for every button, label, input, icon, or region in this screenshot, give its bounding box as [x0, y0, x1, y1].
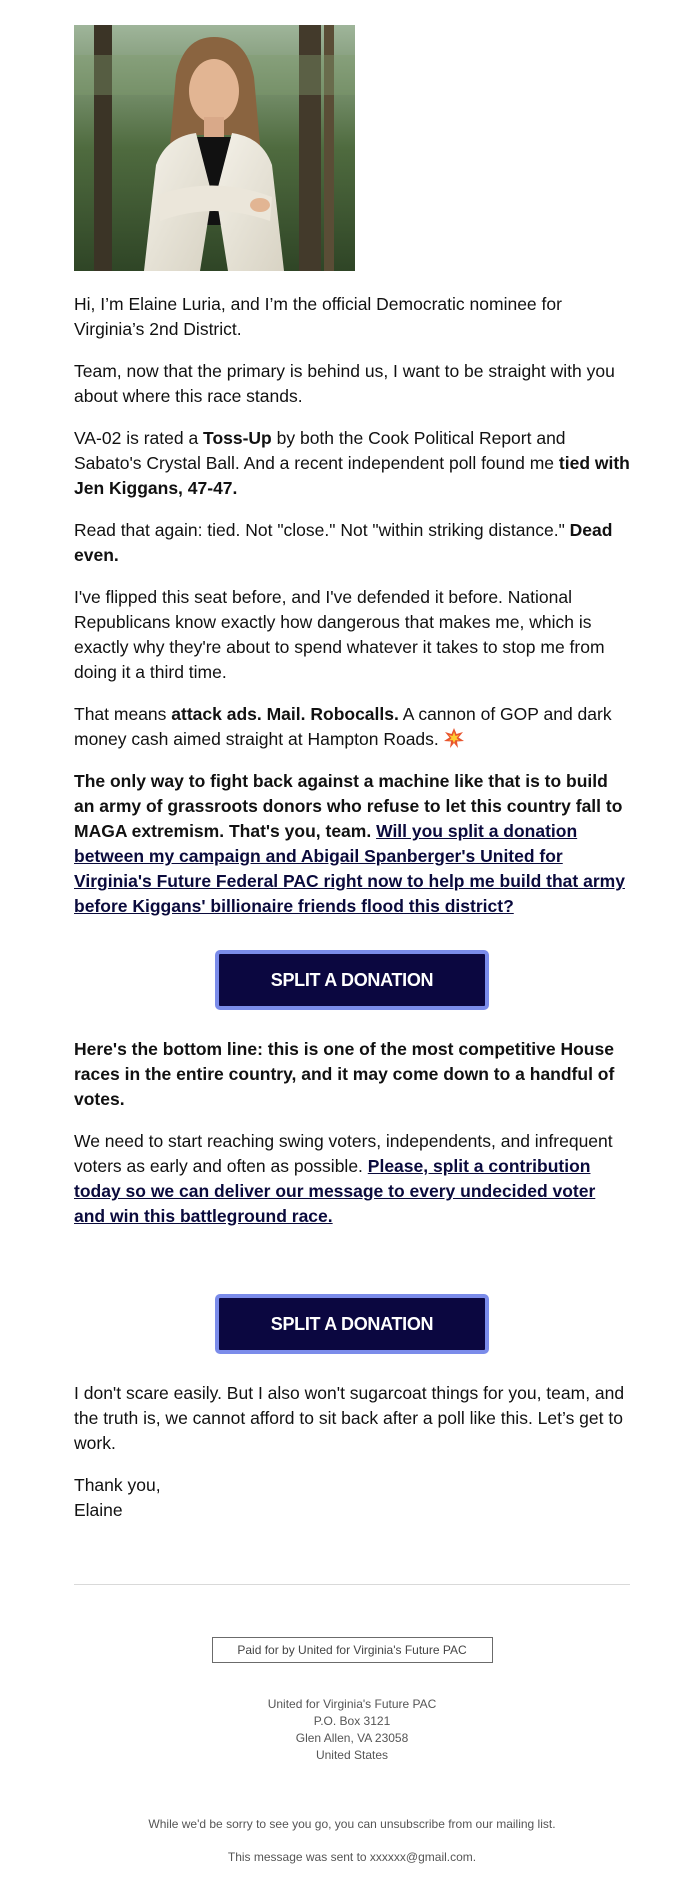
signoff	[74, 1473, 630, 1523]
email-body	[74, 25, 630, 1864]
paid-for-disclaimer	[74, 1637, 630, 1663]
address-city: Glen Allen, VA 23058	[295, 1731, 409, 1745]
poll-result-text: tied with Jen Kiggans, 47-47.	[74, 453, 630, 498]
bottom-line-paragraph: Here's the bottom line: this is one of the most competitive House races in the entire country, and it may come down to a handful of votes.	[74, 1039, 615, 1109]
primary-paragraph: Team, now that the primary is behind us, I want to be straight with you about where this race stands.	[74, 361, 615, 406]
unsubscribe-link[interactable]: unsubscribe from our mailing list	[380, 1817, 553, 1831]
signoff-thanks: Thank you,	[74, 1475, 161, 1495]
candidate-photo	[74, 25, 355, 271]
tied-paragraph: Read that again: tied. Not "close." Not "within striking distance." Dead even.	[74, 520, 613, 565]
address-country: United States	[315, 1748, 389, 1762]
address-po-box: P.O. Box 3121	[313, 1714, 391, 1728]
candidate-photo-image	[74, 25, 355, 271]
toss-up-text: Toss-Up	[203, 428, 272, 448]
sent-to-line: This message was sent to xxxxxx@gmail.com.	[227, 1850, 477, 1864]
split-contribution-link[interactable]: Please, split a contribution today so we can deliver our message to every undecided voter and win this battleground race.	[74, 1156, 596, 1226]
swing-voters-paragraph: We need to start reaching swing voters, independents, and infrequent voters as early and often as possible. Please, split a contribution today so we can deliver our message to every undecided voter and win this battleground race.	[74, 1131, 613, 1226]
attack-ads-paragraph: That means attack ads. Mail. Robocalls. A cannon of GOP and dark money cash aimed straight at Hampton Roads.	[74, 704, 612, 749]
signoff-name: Elaine	[74, 1500, 123, 1520]
closing-paragraph: I don't scare easily. But I also won't sugarcoat things for you, team, and the truth is, we cannot afford to sit back after a poll like this. Let’s get to work.	[74, 1383, 625, 1453]
rating-paragraph: VA-02 is rated a Toss-Up by both the Cook Political Report and Sabato's Crystal Ball. And a recent independent poll found me tied with Jen Kiggans, 47-47.	[74, 428, 630, 498]
attack-ads-text: attack ads. Mail. Robocalls.	[171, 704, 399, 724]
button-row-1	[74, 950, 630, 1010]
dead-even-text: Dead even.	[74, 520, 613, 565]
footer-address	[74, 1696, 630, 1764]
collision-emoji-icon	[444, 728, 464, 748]
paid-for-box: Paid for by United for Virginia's Future PAC	[212, 1637, 493, 1663]
army-paragraph: The only way to fight back against a machine like that is to build an army of grassroots donors who refuse to let this country fall to MAGA extremism. That's you, team. Will you split a donation between my campaign and Abigail Spanberger's United for Virginia's Future Federal PAC right now to help me build that army before Kiggans' billionaire friends flood this district?	[74, 771, 625, 916]
flipped-seat-paragraph: I've flipped this seat before, and I've defended it before. National Republicans know exactly how dangerous that makes me, which is exactly why they're about to spend whatever it takes to stop me from doing it a third time.	[74, 587, 605, 682]
split-donation-button-2[interactable]: SPLIT A DONATION	[215, 1294, 489, 1354]
recipient-email-link[interactable]: xxxxxx@gmail.com	[369, 1850, 473, 1864]
split-donation-link[interactable]: Will you split a donation between my campaign and Abigail Spanberger's United for Virginia's Future Federal PAC right now to help me build that army before Kiggans' billionaire friends flood this district?	[74, 821, 625, 916]
address-org: United for Virginia's Future PAC	[267, 1697, 437, 1711]
unsubscribe-line: While we'd be sorry to see you go, you can unsubscribe from our mailing list.	[148, 1817, 556, 1831]
intro-paragraph: Hi, I’m Elaine Luria, and I’m the official Democratic nominee for Virginia’s 2nd District.	[74, 294, 562, 339]
button-row-2	[74, 1294, 630, 1354]
split-donation-button[interactable]: SPLIT A DONATION	[215, 950, 489, 1010]
footer-divider	[74, 1584, 630, 1585]
